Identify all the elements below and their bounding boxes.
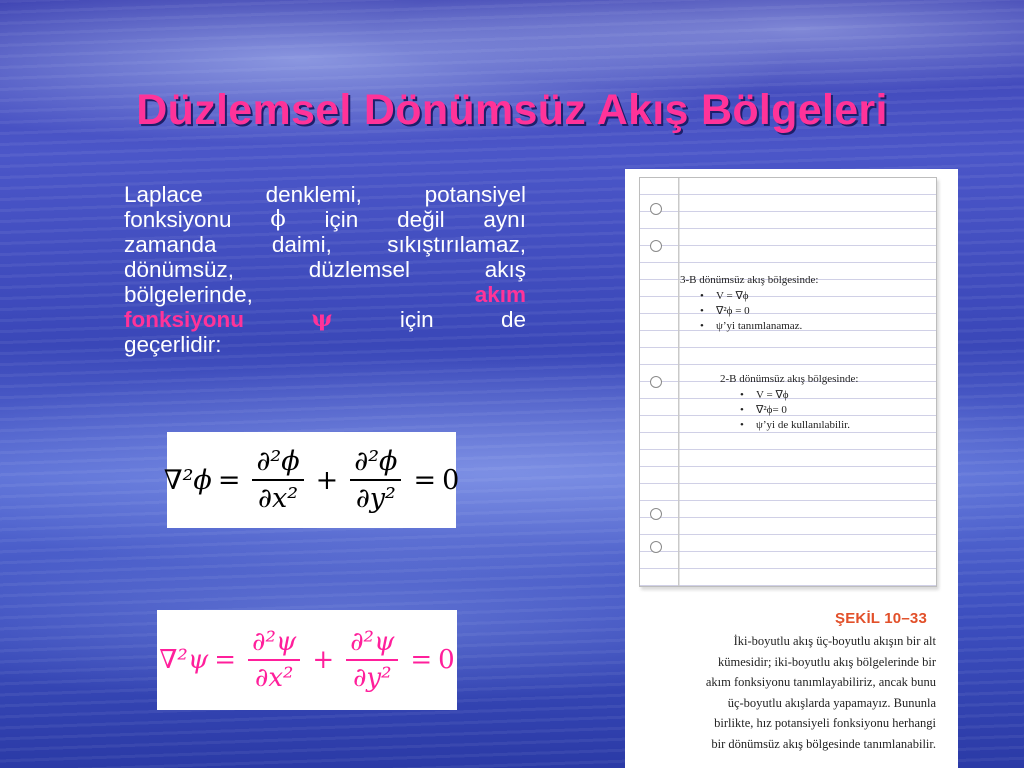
eq-fraction-y bbox=[346, 627, 398, 693]
eq-equals: = bbox=[214, 645, 237, 675]
eq-lhs: ∇²ψ bbox=[159, 645, 209, 675]
word: Laplace bbox=[124, 182, 203, 207]
word: fonksiyonu bbox=[124, 207, 232, 232]
highlight-fonksiyonu: fonksiyonu bbox=[124, 307, 245, 332]
eq-equals: = bbox=[217, 464, 241, 496]
notes-item: • ∇²ϕ = 0 bbox=[700, 304, 818, 319]
binder-hole-icon bbox=[650, 240, 662, 252]
eq-denominator: ∂x² bbox=[254, 663, 294, 693]
word: dönümsüz, bbox=[124, 257, 235, 282]
word: de bbox=[500, 307, 526, 332]
caption-line: bir dönümsüz akış bölgesinde tanımlanabilir. bbox=[711, 736, 936, 751]
eq-fraction-y bbox=[350, 446, 401, 514]
phi-symbol: ϕ bbox=[270, 206, 286, 232]
caption-line: kümesidir; iki-boyutlu akış bölgelerinde bir bbox=[717, 654, 936, 669]
eq-denominator: ∂y² bbox=[352, 663, 392, 693]
binder-hole-icon bbox=[650, 376, 662, 388]
word: potansiyel bbox=[424, 182, 526, 207]
eq-numerator: ∂²ψ bbox=[248, 627, 300, 661]
slide-title: Düzlemsel Dönümsüz Akış Bölgeleri bbox=[136, 86, 888, 134]
notes-item: • ∇²ϕ= 0 bbox=[740, 403, 858, 418]
word: denklemi, bbox=[265, 182, 362, 207]
figure-caption-title: ŞEKİL 10–33 bbox=[835, 610, 927, 627]
laplace-phi-equation bbox=[163, 432, 460, 528]
word: geçerlidir: bbox=[124, 332, 222, 357]
notes-item: • ψ’yi tanımlanamaz. bbox=[700, 319, 818, 334]
word: için bbox=[399, 307, 434, 332]
word: bölgelerinde, bbox=[124, 282, 253, 307]
eq-plus: + bbox=[315, 464, 339, 496]
eq-equals: = bbox=[413, 464, 437, 496]
word: sıkıştırılamaz, bbox=[387, 232, 526, 257]
notes-item: • V = ∇ϕ bbox=[740, 388, 858, 403]
notes-item: • ψ’yi de kullanılabilir. bbox=[740, 418, 858, 433]
notes-2d bbox=[720, 373, 858, 433]
caption-line: üç-boyutlu akışlarda yapamayız. Bununla bbox=[727, 695, 936, 710]
eq-plus: + bbox=[312, 645, 335, 675]
word: akış bbox=[484, 257, 526, 282]
highlight-akim: akım bbox=[474, 282, 526, 307]
binder-hole-icon bbox=[650, 508, 662, 520]
word: düzlemsel bbox=[308, 257, 411, 282]
word: daimi, bbox=[271, 232, 332, 257]
eq-rhs: 0 bbox=[442, 464, 460, 496]
word: için bbox=[324, 207, 359, 232]
word: değil bbox=[397, 207, 445, 232]
eq-rhs: 0 bbox=[438, 645, 455, 675]
eq-fraction-x bbox=[252, 446, 303, 514]
caption-line: akım fonksiyonu tanımlayabiliriz, ancak bunu bbox=[705, 675, 936, 689]
eq-equals: = bbox=[410, 645, 433, 675]
figure-panel bbox=[625, 169, 958, 768]
eq-numerator: ∂²ϕ bbox=[252, 446, 303, 481]
eq-denominator: ∂y² bbox=[355, 483, 396, 514]
notes-heading: 3-B dönümsüz akış bölgesinde: bbox=[680, 274, 819, 286]
eq-numerator: ∂²ϕ bbox=[350, 446, 401, 481]
caption-line: İki-boyutlu akış üç-boyutlu akışın bir alt bbox=[733, 634, 936, 648]
notes-item: • V = ∇ϕ bbox=[700, 289, 818, 304]
laplace-psi-equation bbox=[157, 610, 457, 710]
laplace-paragraph bbox=[124, 182, 526, 357]
eq-fraction-x bbox=[248, 627, 300, 693]
notepad-illustration bbox=[639, 177, 937, 587]
caption-line: birlikte, hız potansiyeli fonksiyonu herhangi bbox=[714, 716, 936, 730]
figure-caption-text bbox=[641, 631, 936, 754]
eq-lhs: ∇²ϕ bbox=[163, 464, 212, 496]
notes-heading: 2-B dönümsüz akış bölgesinde: bbox=[720, 373, 859, 385]
eq-numerator: ∂²ψ bbox=[346, 627, 398, 661]
word: aynı bbox=[483, 207, 526, 232]
psi-symbol: ψ bbox=[311, 306, 333, 332]
word: zamanda bbox=[124, 232, 217, 257]
binder-hole-icon bbox=[650, 541, 662, 553]
binder-hole-icon bbox=[650, 203, 662, 215]
notes-3d bbox=[680, 274, 818, 334]
eq-denominator: ∂x² bbox=[258, 483, 299, 514]
